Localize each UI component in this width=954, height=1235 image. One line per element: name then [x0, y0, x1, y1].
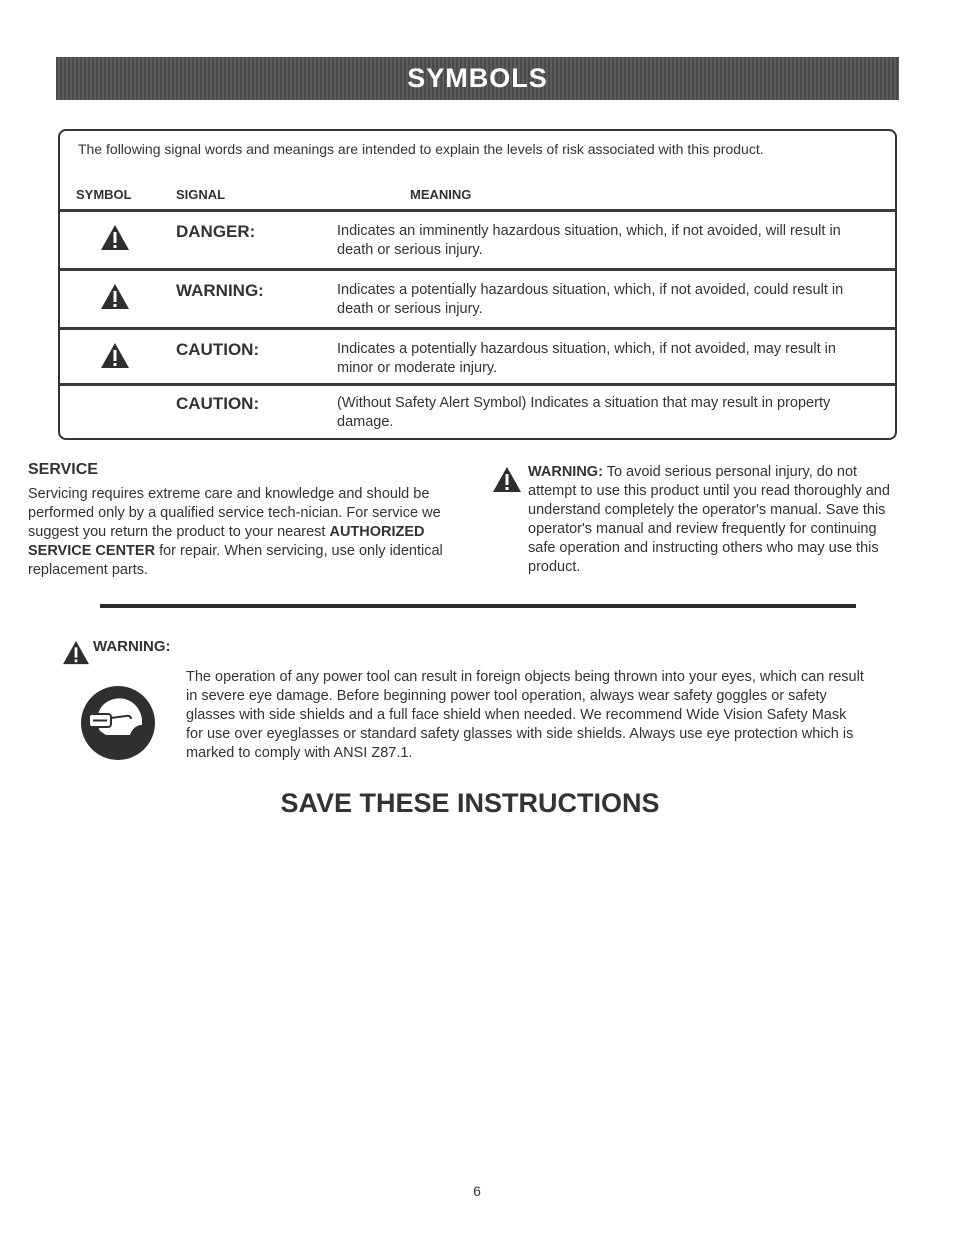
safety-alert-triangle-icon	[100, 283, 130, 315]
service-warning-text: To avoid serious personal injury, do not attempt to use this product until you read thoroughly and understand completely the operator's manual. Save this operator's manual and review frequently for continuing safe operation and instructing others who may use this product.	[528, 464, 890, 575]
symbol-row-caution	[60, 327, 895, 385]
page-number: 6	[473, 1183, 481, 1199]
service-text-start: Servicing requires extreme care and knowledge and should be performed only by a qualified service tech-nician. For service we suggest you return the product to your nearest	[28, 486, 441, 540]
signal-meaning: (Without Safety Alert Symbol) Indicates a situation that may result in property damage.	[337, 395, 831, 430]
save-instructions-heading	[0, 788, 954, 819]
eye-warning-text: The operation of any power tool can result in foreign objects being thrown into your eyes, which can result in severe eye damage. Before beginning power tool operation, always wear safety goggles or safety glasses with side shields and a full face shield when needed. We recommend Wide Vision Safety Mask for use over eyeglasses or standard safety glasses with side shields. Always use eye protection which is marked to comply with ANSI Z87.1.	[186, 669, 864, 761]
safety-alert-triangle-icon	[100, 342, 130, 374]
service-paragraph	[28, 485, 468, 580]
eye-protection-goggles-icon	[80, 685, 156, 766]
section-divider	[100, 604, 856, 608]
safety-alert-triangle-icon	[62, 640, 90, 670]
symbol-row-danger	[60, 209, 895, 267]
service-warning-paragraph	[528, 463, 900, 577]
safety-alert-triangle-icon	[492, 466, 522, 498]
header-meaning: MEANING	[410, 187, 472, 202]
signal-meaning: Indicates a potentially hazardous situation, which, if not avoided, may result in minor or moderate injury.	[337, 341, 836, 376]
symbol-row-warning	[60, 268, 895, 326]
eye-warning-label: WARNING:	[93, 638, 171, 655]
symbols-table	[58, 129, 897, 440]
service-center-bold: AUTHORIZED SERVICE CENTER	[28, 524, 425, 559]
safety-alert-triangle-icon	[100, 224, 130, 256]
header-symbol: SYMBOL	[76, 187, 132, 202]
service-heading: SERVICE	[28, 461, 98, 478]
service-warning-label: WARNING:	[528, 464, 603, 480]
symbols-banner	[56, 57, 899, 100]
signal-label: CAUTION:	[176, 394, 260, 413]
signal-meaning: Indicates a potentially hazardous situation, which, if not avoided, could result in death or serious injury.	[337, 282, 844, 317]
save-instructions-text: SAVE THESE INSTRUCTIONS	[280, 788, 660, 818]
symbols-intro: The following signal words and meanings are intended to explain the levels of risk associated with this product.	[78, 141, 764, 157]
signal-label: WARNING:	[176, 281, 264, 300]
service-text-end: for repair. When servicing, use only identical replacement parts.	[28, 543, 443, 578]
banner-title: SYMBOLS	[407, 63, 548, 93]
signal-meaning: Indicates an imminently hazardous situation, which, if not avoided, will result in death or serious injury.	[337, 223, 841, 258]
header-signal: SIGNAL	[176, 187, 226, 202]
signal-label: DANGER:	[176, 222, 256, 241]
signal-label: CAUTION:	[176, 340, 260, 359]
symbol-row-caution-no-symbol	[60, 383, 895, 438]
